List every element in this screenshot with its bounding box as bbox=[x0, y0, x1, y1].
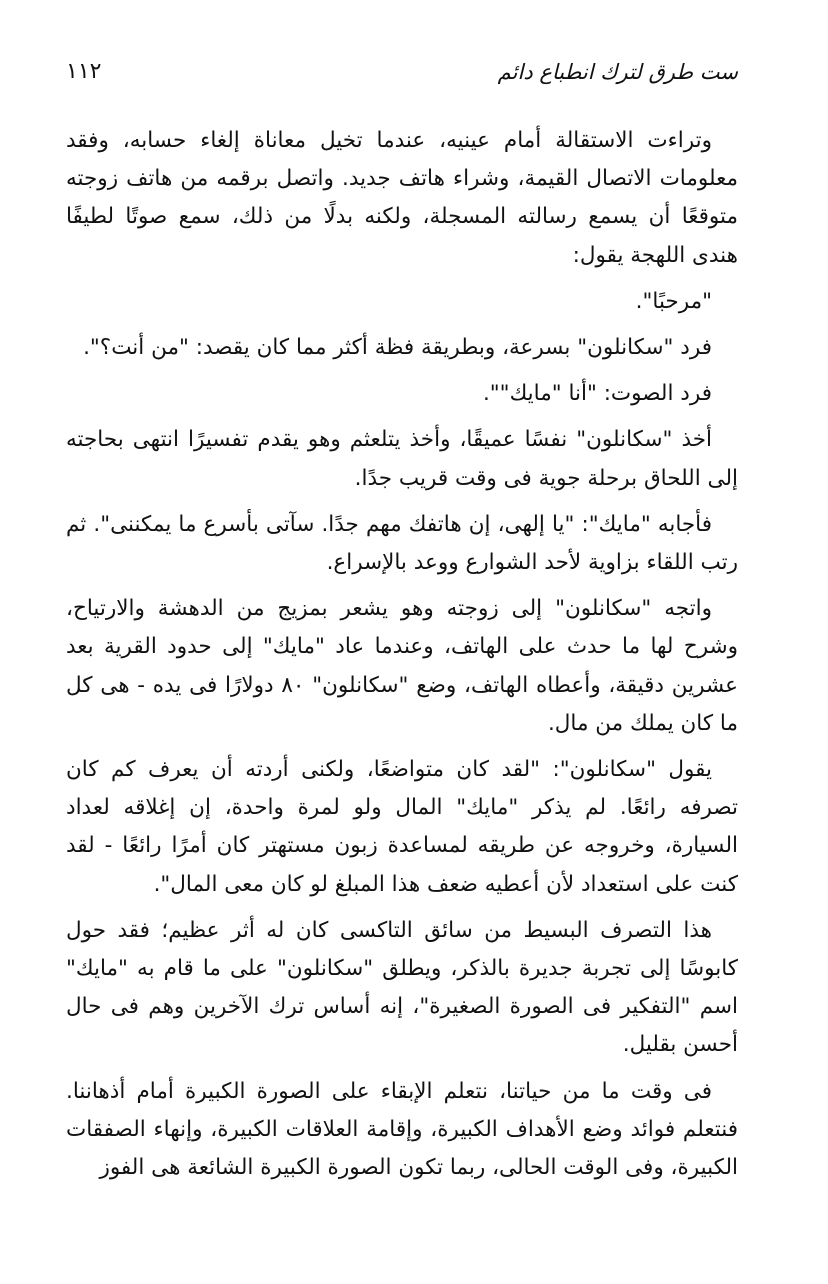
paragraph: أخذ "سكانلون" نفسًا عميقًا، وأخذ يتلعثم وهو يقدم تفسيرًا انتهى بحاجته إلى اللحاق برحلة جوية فى وقت قريب جدًا. bbox=[66, 427, 738, 491]
paragraph: واتجه "سكانلون" إلى زوجته وهو يشعر بمزيج من الدهشة والارتياح، وشرح لها ما حدث على الهاتف، وعندما عاد "مايك" إلى حدود القرية بعد عشرين دقيقة، وأعطاه الهاتف، وضع "سكانلون" ٨٠ دولارًا فى يده - هى كل ما كان يملك من مال. bbox=[66, 596, 738, 736]
paragraph: فأجابه "مايك": "يا إلهى، إن هاتفك مهم جدًا. سآتى بأسرع ما يمكننى". ثم رتب اللقاء بزاوية لأحد الشوارع ووعد بالإسراع. bbox=[66, 511, 738, 576]
running-title: ست طرق لترك انطباع دائم bbox=[497, 60, 738, 84]
paragraph: فرد "سكانلون" بسرعة، وبطريقة فظة أكثر مما كان يقصد: "من أنت؟". bbox=[83, 335, 712, 361]
paragraph: يقول "سكانلون": "لقد كان متواضعًا، ولكنى أردته أن يعرف كم كان تصرفه رائعًا. لم يذكر "مايك" المال ولو لمرة واحدة، إن إغلاقه لعداد السيارة، وخروجه عن طريقه لمساعدة زبون مستهتر كان أمرًا رائعًا - لقد كنت على استعداد لأن أعطيه ضعف هذا المبلغ لو كان معى المال". bbox=[66, 757, 738, 897]
body-text bbox=[66, 122, 738, 1195]
paragraph: فرد الصوت: "أنا "مايك"". bbox=[482, 381, 712, 407]
paragraph: "مرحبًا". bbox=[635, 288, 712, 314]
running-header bbox=[66, 58, 738, 98]
paragraph: هذا التصرف البسيط من سائق التاكسى كان له أثر عظيم؛ فقد حول كابوسًا إلى تجربة جديرة بالذكر، ويطلق "سكانلون" على ما قام به "مايك" اسم "التفكير فى الصورة الصغيرة"، إنه أساس ترك الآخرين وهم فى حال أحسن بقليل. bbox=[66, 917, 738, 1058]
page-number: ١١٢ bbox=[66, 59, 102, 84]
paragraph: فى وقت ما من حياتنا، نتعلم الإبقاء على الصورة الكبيرة أمام أذهاننا. فنتعلم فوائد وضع الأهداف الكبيرة، وإقامة العلاقات الكبيرة، وإنهاء الصفقات الكبيرة، وفى الوقت الحالى، ربما تكون الصورة الكبيرة الشائعة هى الفوز bbox=[66, 1078, 738, 1181]
paragraph: وتراءت الاستقالة أمام عينيه، عندما تخيل معاناة إلغاء حسابه، وفقد معلومات الاتصال القيمة، وشراء هاتف جديد. واتصل برقمه من هاتف زوجته متوقعًا أن يسمع رسالته المسجلة، ولكنه بدلًا من ذلك، سمع صوتًا لطيفًا هندى اللهجة يقول: bbox=[66, 128, 738, 268]
